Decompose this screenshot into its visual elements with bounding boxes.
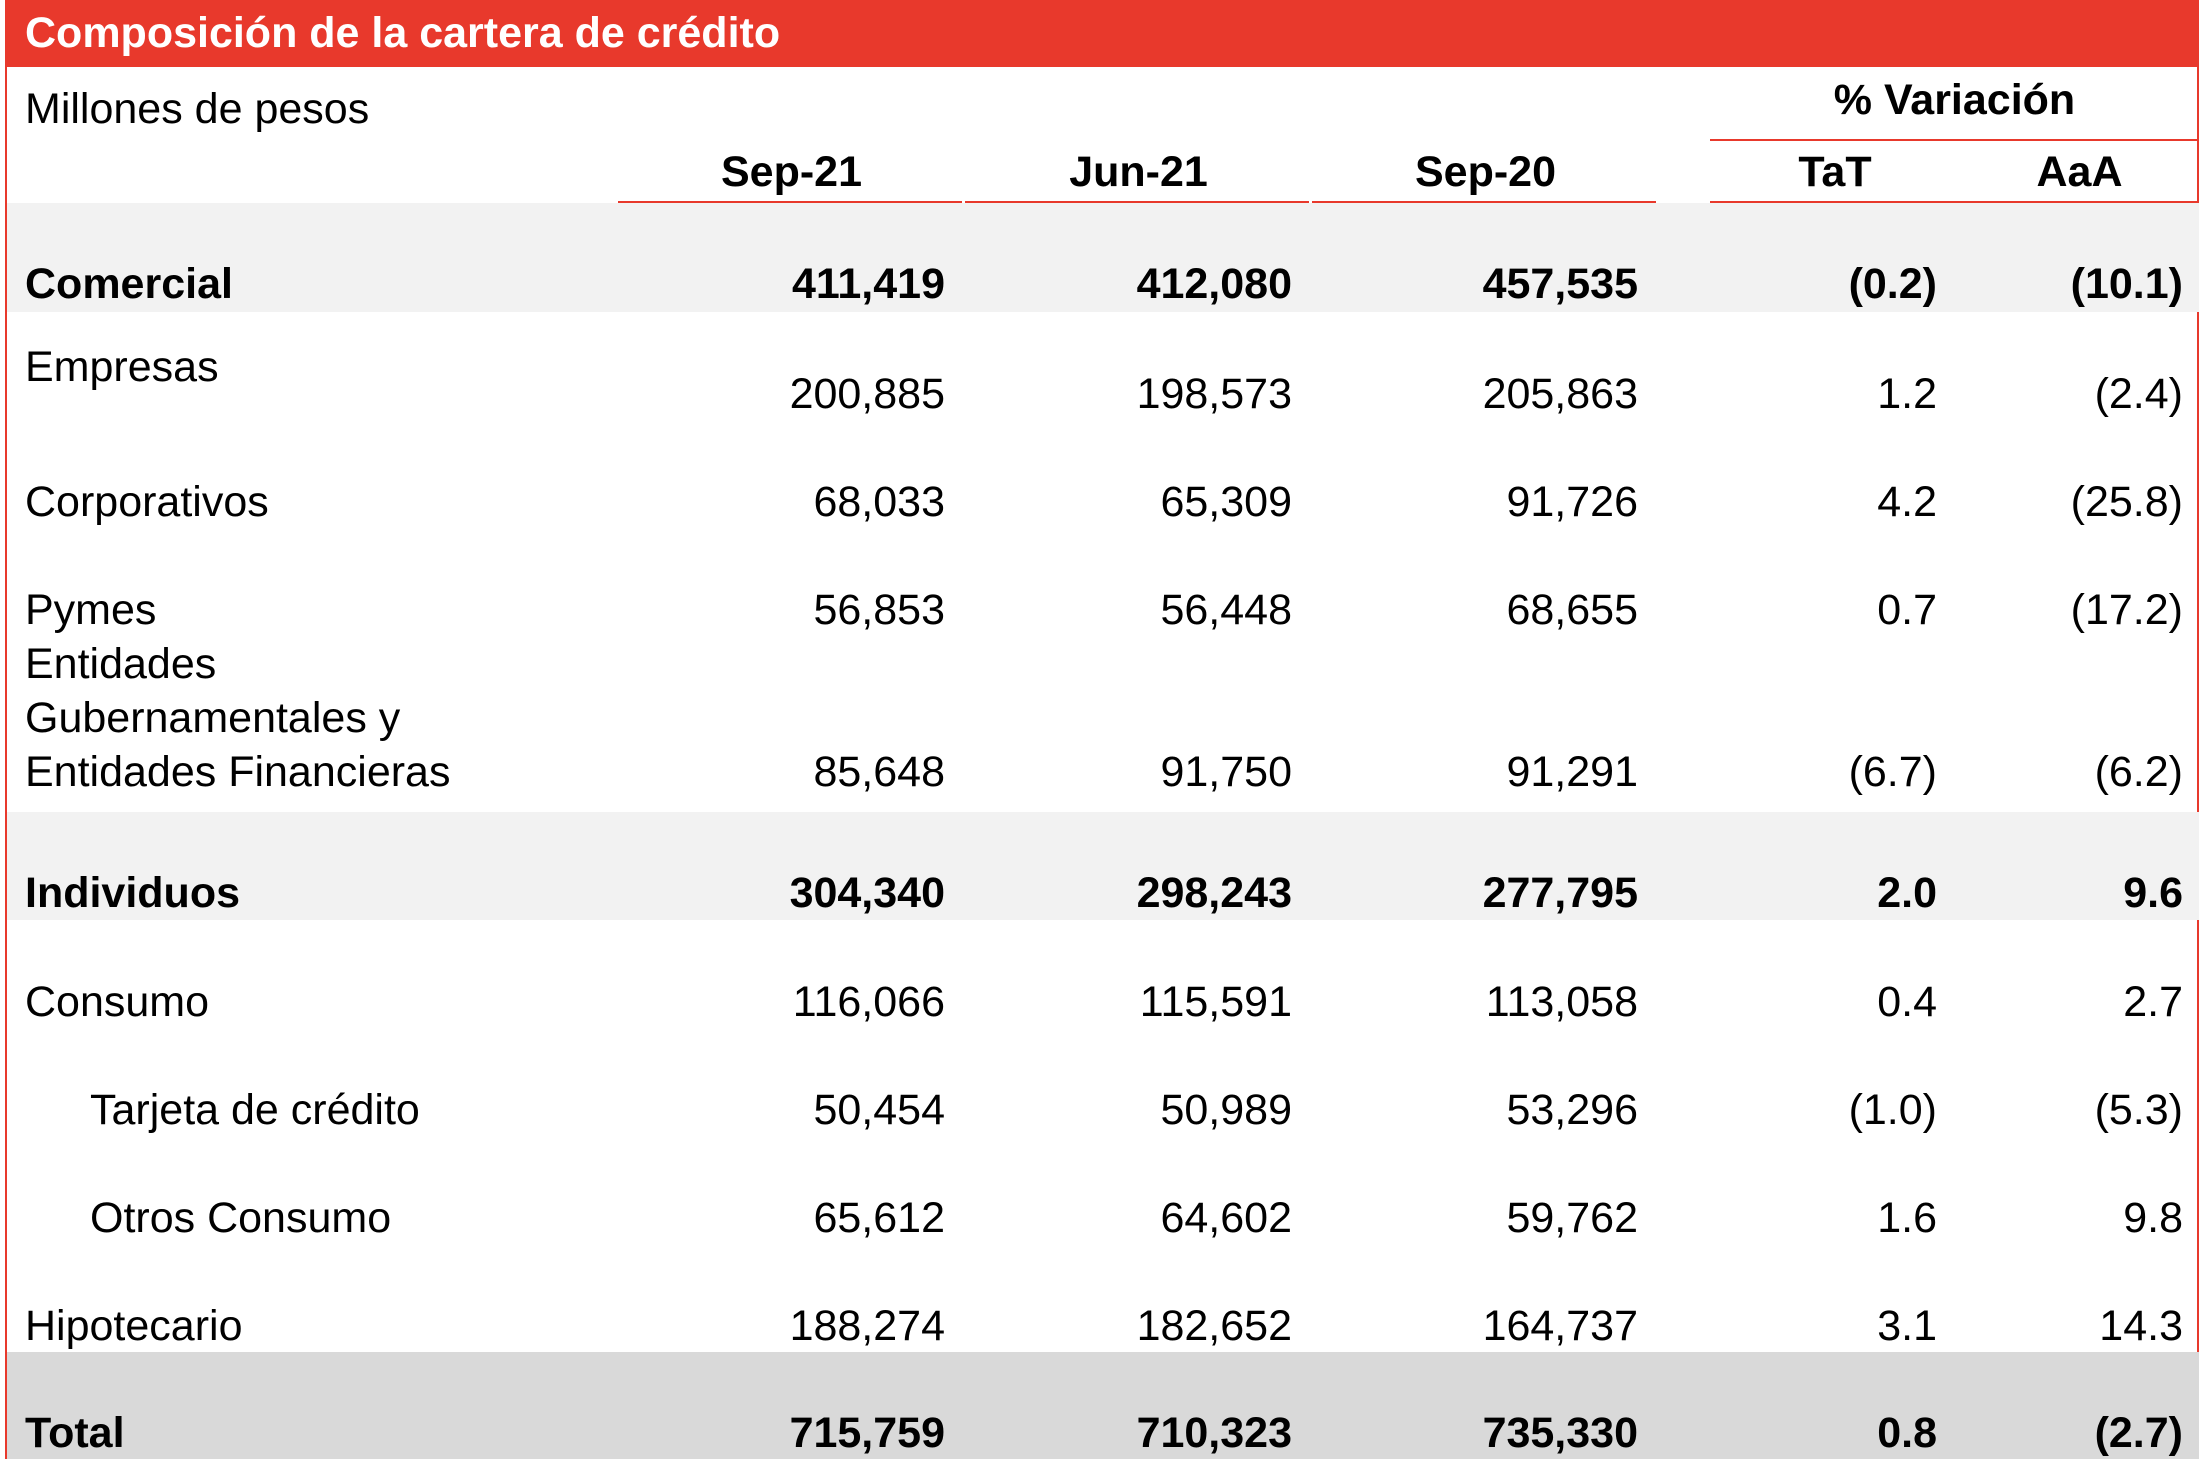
- row-label: Empresas: [25, 343, 219, 391]
- cell-sep20: 164,737: [1482, 1302, 1638, 1350]
- col-header-aaa: AaA: [2036, 148, 2123, 196]
- cell-aaa: (2.4): [2094, 370, 2183, 418]
- cell-sep21: 65,612: [813, 1194, 945, 1242]
- cell-sep21: 304,340: [789, 869, 945, 917]
- cell-jun21: 298,243: [1136, 869, 1292, 917]
- cell-tat: 3.1: [1877, 1302, 1937, 1350]
- cell-jun21: 198,573: [1136, 370, 1292, 418]
- cell-sep20: 735,330: [1482, 1409, 1638, 1457]
- cell-sep21: 188,274: [789, 1302, 945, 1350]
- cell-sep20: 53,296: [1506, 1086, 1638, 1134]
- cell-jun21: 710,323: [1136, 1409, 1292, 1457]
- cell-jun21: 91,750: [1160, 748, 1292, 796]
- row-label: Corporativos: [25, 478, 269, 526]
- cell-sep20: 113,058: [1485, 978, 1638, 1026]
- cell-sep20: 457,535: [1482, 260, 1638, 308]
- cell-aaa: 2.7: [2123, 978, 2183, 1026]
- cell-tat: 0.4: [1877, 978, 1937, 1026]
- row-label: Comercial: [25, 260, 233, 308]
- cell-tat: 2.0: [1877, 869, 1937, 917]
- cell-tat: 4.2: [1877, 478, 1937, 526]
- cell-tat: 0.8: [1877, 1409, 1937, 1457]
- cell-sep21: 116,066: [792, 978, 945, 1026]
- cell-aaa: (5.3): [2094, 1086, 2183, 1134]
- cell-sep20: 68,655: [1506, 586, 1638, 634]
- cell-tat: (0.2): [1848, 260, 1937, 308]
- col-header-tat: TaT: [1798, 148, 1872, 196]
- cell-jun21: 182,652: [1136, 1302, 1292, 1350]
- row-label: Tarjeta de crédito: [90, 1086, 420, 1134]
- row-label: Otros Consumo: [90, 1194, 392, 1242]
- col-header-sep20: Sep-20: [1414, 148, 1556, 196]
- cell-aaa: (2.7): [2094, 1409, 2183, 1457]
- cell-tat: 1.6: [1877, 1194, 1937, 1242]
- cell-aaa: (17.2): [2070, 586, 2183, 634]
- cell-jun21: 115,591: [1139, 978, 1292, 1026]
- cell-sep20: 59,762: [1506, 1194, 1638, 1242]
- cell-sep21: 85,648: [813, 748, 945, 796]
- cell-jun21: 412,080: [1136, 260, 1292, 308]
- row-label-line: Gubernamentales y: [25, 694, 401, 742]
- units-label: Millones de pesos: [25, 85, 370, 133]
- variation-underline: [1710, 139, 2199, 141]
- cell-jun21: 50,989: [1160, 1086, 1292, 1134]
- col-header-jun21: Jun-21: [1069, 148, 1208, 196]
- table-title: Composición de la cartera de crédito: [5, 0, 2199, 67]
- cell-sep21: 715,759: [789, 1409, 945, 1457]
- row-label: Consumo: [25, 978, 210, 1026]
- cell-sep20: 277,795: [1482, 869, 1638, 917]
- cell-tat: 1.2: [1877, 370, 1937, 418]
- cell-aaa: (25.8): [2070, 478, 2183, 526]
- col-header-sep21: Sep-21: [720, 148, 862, 196]
- row-label-line: Entidades: [25, 640, 217, 688]
- row-label: Pymes: [25, 586, 157, 634]
- cell-jun21: 56,448: [1160, 586, 1292, 634]
- cell-sep20: 91,726: [1506, 478, 1638, 526]
- cell-sep20: 91,291: [1506, 748, 1638, 796]
- cell-sep21: 56,853: [813, 586, 945, 634]
- row-label-line: Entidades Financieras: [25, 748, 451, 796]
- cell-jun21: 64,602: [1160, 1194, 1292, 1242]
- cell-sep21: 200,885: [789, 370, 945, 418]
- cell-aaa: (10.1): [2070, 260, 2183, 308]
- row-label: Individuos: [25, 869, 240, 917]
- cell-aaa: 9.8: [2123, 1194, 2183, 1242]
- variation-header: % Variación: [1833, 76, 2076, 124]
- cell-aaa: 14.3: [2099, 1302, 2183, 1350]
- cell-sep21: 50,454: [813, 1086, 945, 1134]
- cell-jun21: 65,309: [1160, 478, 1292, 526]
- cell-tat: (6.7): [1848, 748, 1937, 796]
- row-label: Total: [25, 1409, 125, 1457]
- cell-sep21: 68,033: [813, 478, 945, 526]
- cell-tat: (1.0): [1848, 1086, 1937, 1134]
- cell-sep21: 411,419: [791, 260, 945, 308]
- cell-sep20: 205,863: [1482, 370, 1638, 418]
- cell-tat: 0.7: [1877, 586, 1937, 634]
- cell-aaa: (6.2): [2094, 748, 2183, 796]
- row-label: Hipotecario: [25, 1302, 243, 1350]
- cell-aaa: 9.6: [2123, 869, 2183, 917]
